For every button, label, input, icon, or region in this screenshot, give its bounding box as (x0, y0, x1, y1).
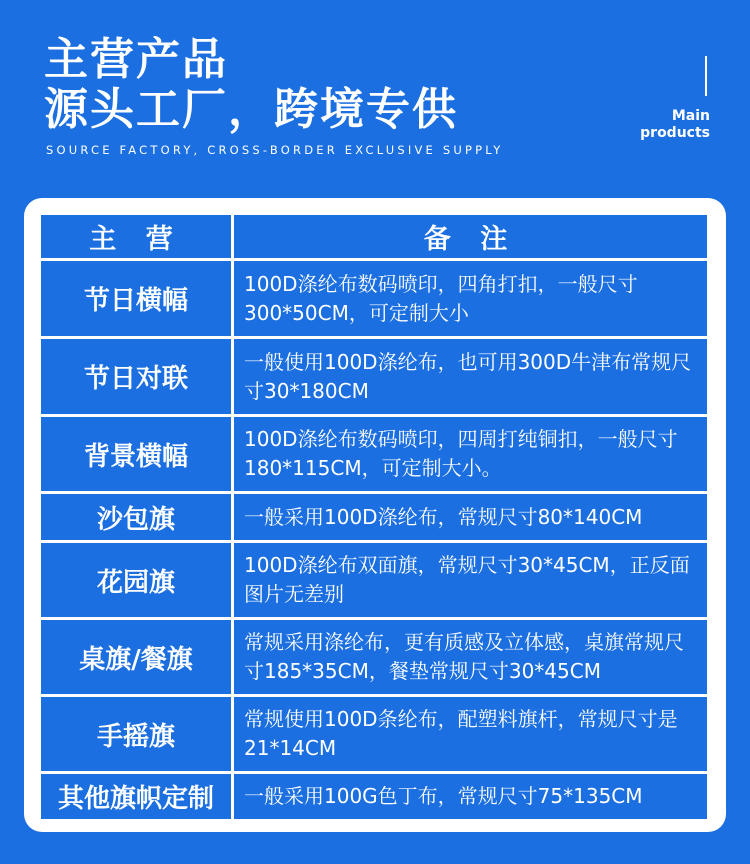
table-row (40, 619, 709, 696)
product-name: 节日对联 (40, 338, 233, 416)
table-row (40, 416, 709, 493)
product-note: 常规采用涤纶布，更有质感及立体感，桌旗常规尺寸185*35CM，餐垫常规尺寸30*45CM (233, 619, 709, 696)
product-name: 背景横幅 (40, 416, 233, 493)
header-notes: 备 注 (233, 214, 709, 260)
product-name: 其他旗帜定制 (40, 773, 233, 821)
product-note: 100D涤纶布数码喷印，四周打纯铜扣，一般尺寸180*115CM，可定制大小。 (233, 416, 709, 493)
page-tagline: 源头工厂，跨境专供 (44, 84, 458, 135)
product-name: 桌旗/餐旗 (40, 619, 233, 696)
page-title: 主营产品 (44, 34, 228, 85)
product-note: 一般使用100D涤纶布，也可用300D牛津布常规尺寸30*180CM (233, 338, 709, 416)
table-row (40, 542, 709, 619)
product-note: 一般采用100D涤纶布，常规尺寸80*140CM (233, 493, 709, 542)
product-note: 一般采用100G色丁布，常规尺寸75*135CM (233, 773, 709, 821)
product-name: 沙包旗 (40, 493, 233, 542)
product-note: 100D涤纶布数码喷印，四角打扣，一般尺寸300*50CM，可定制大小 (233, 260, 709, 338)
product-note: 常规使用100D条纶布，配塑料旗杆，常规尺寸是21*14CM (233, 696, 709, 773)
product-name: 花园旗 (40, 542, 233, 619)
product-name: 节日横幅 (40, 260, 233, 338)
page-subtitle: SOURCE FACTORY, CROSS-BORDER EXCLUSIVE SUPPLY (46, 143, 504, 157)
header-main: 主 营 (40, 214, 233, 260)
table-row (40, 260, 709, 338)
header-divider (705, 56, 707, 96)
product-name: 手摇旗 (40, 696, 233, 773)
table-header-row (40, 214, 709, 260)
table-row (40, 773, 709, 821)
table-row (40, 493, 709, 542)
product-note: 100D涤纶布双面旗，常规尺寸30*45CM，正反面图片无差别 (233, 542, 709, 619)
table-row (40, 696, 709, 773)
products-table (38, 212, 710, 822)
table-row (40, 338, 709, 416)
main-products-label: Main products (640, 108, 710, 141)
